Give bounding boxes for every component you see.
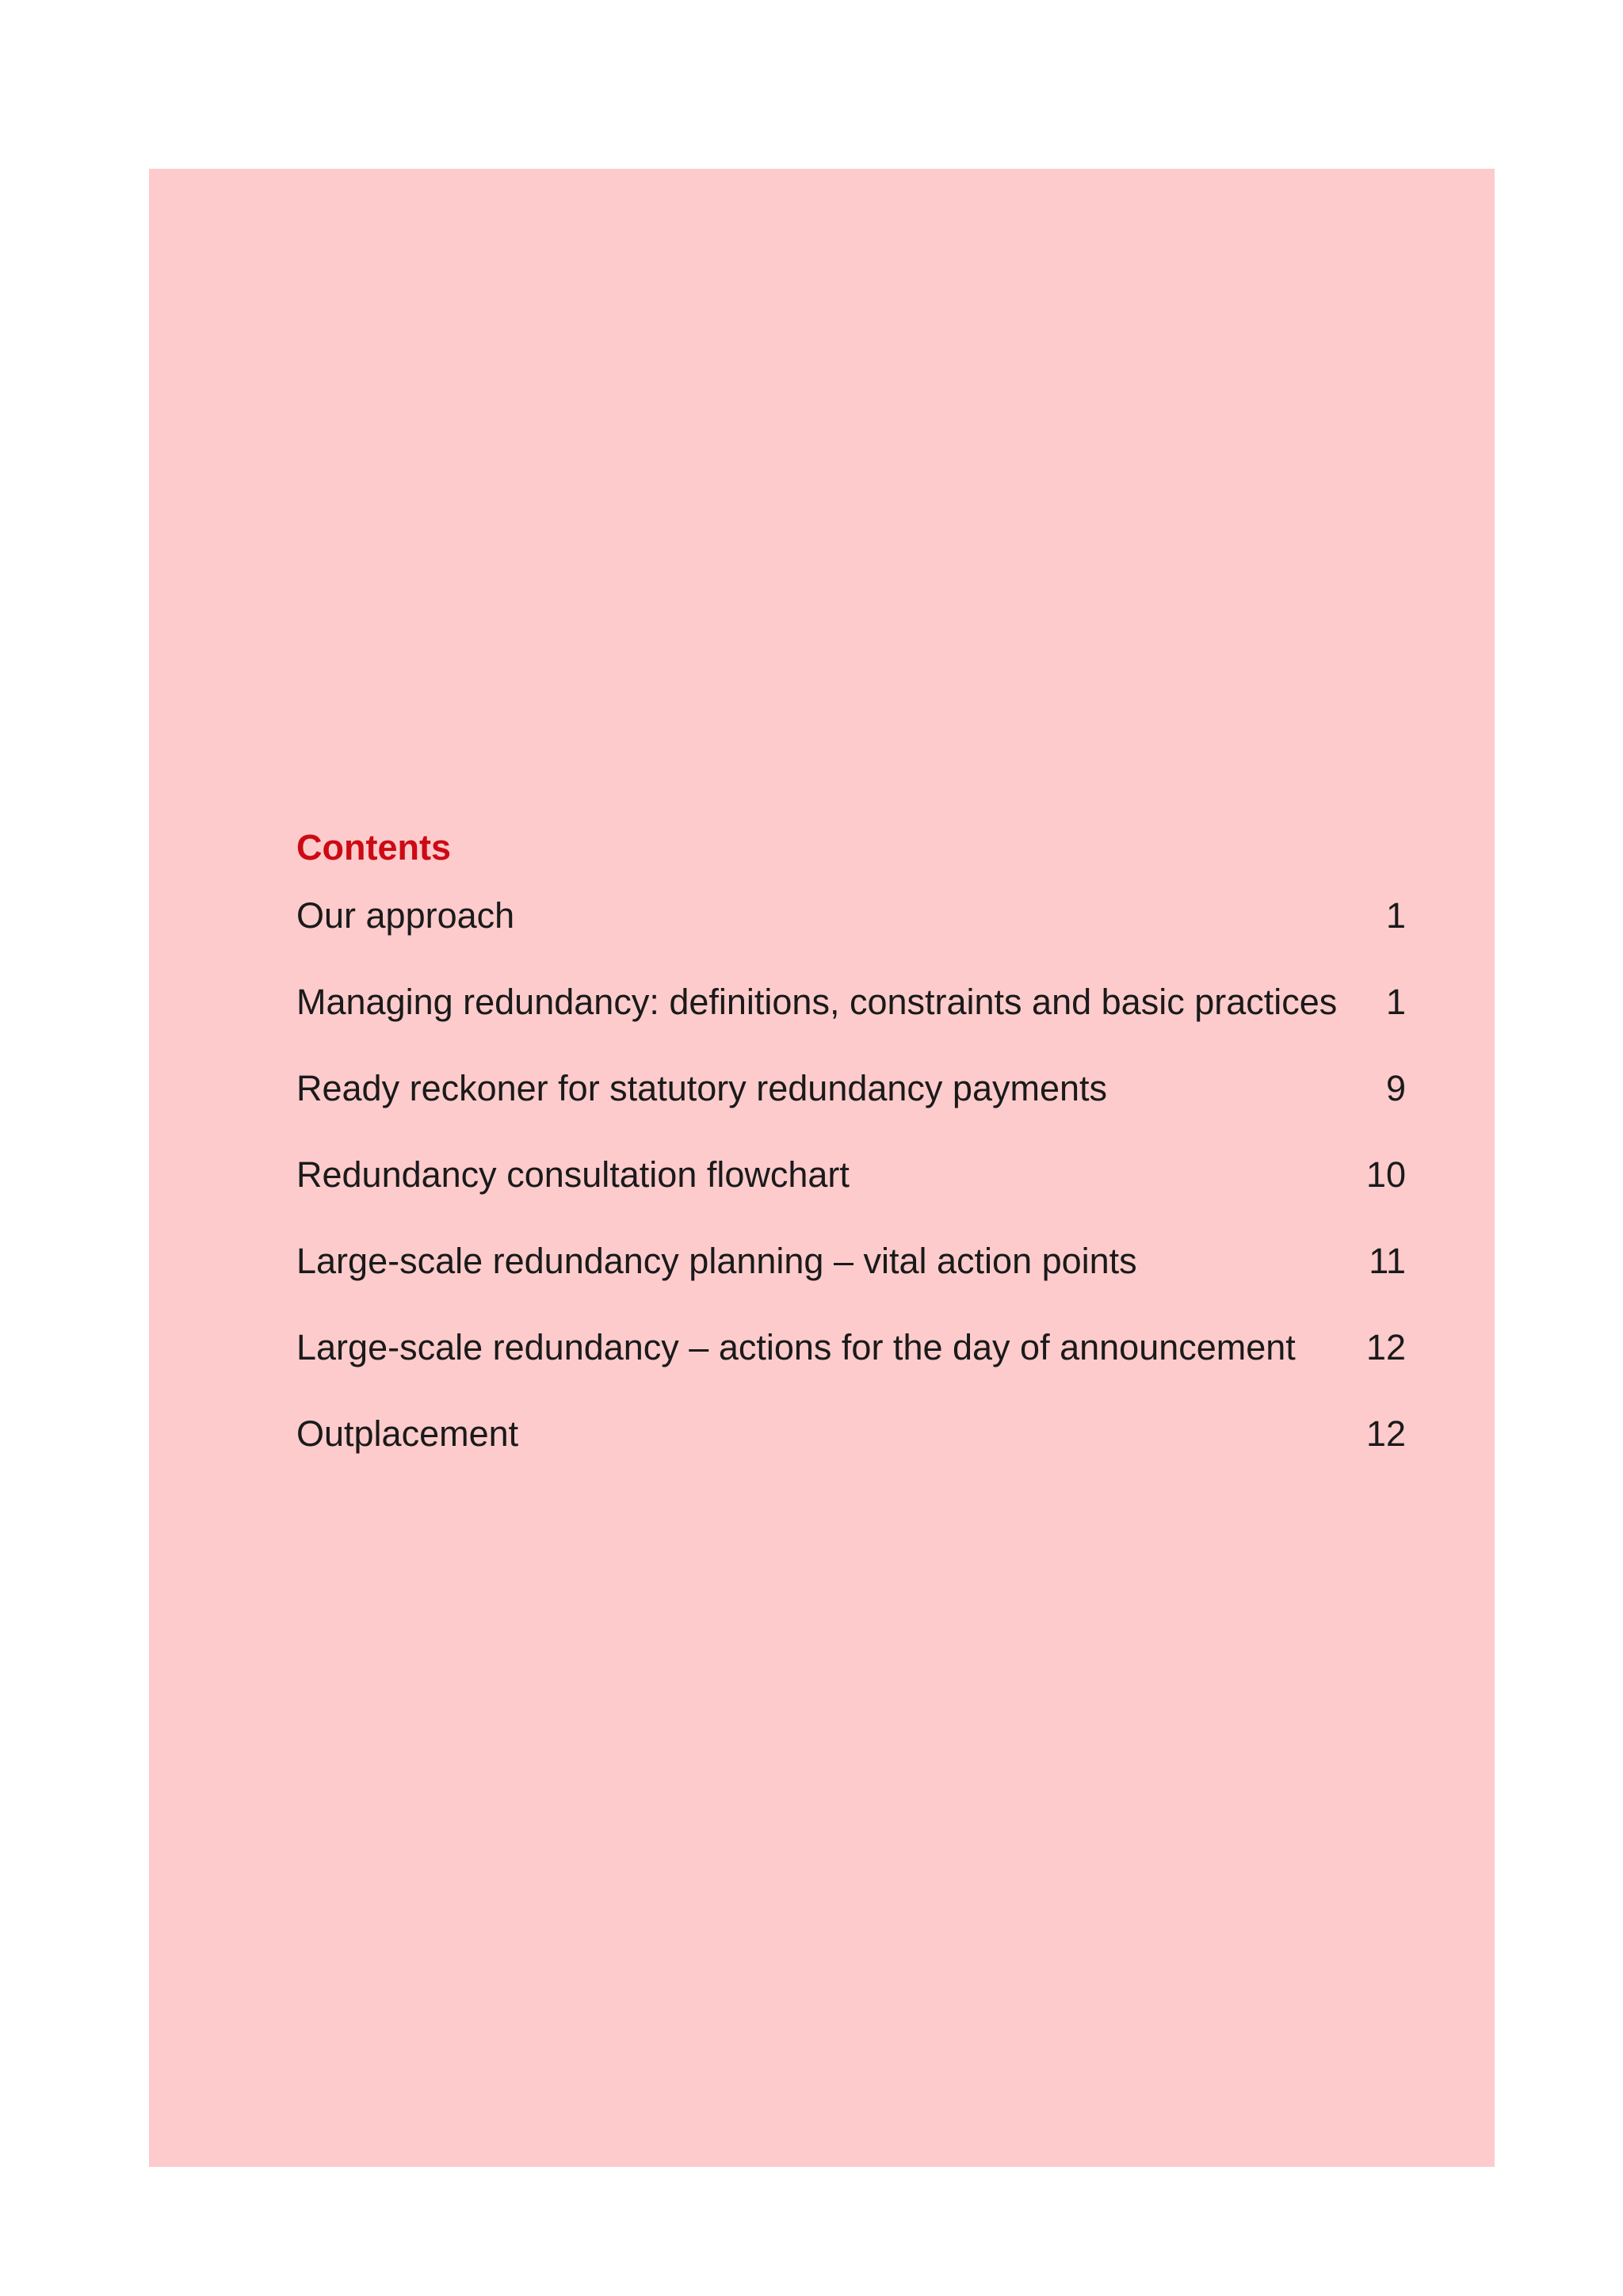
contents-heading: Contents xyxy=(296,827,451,868)
toc-entry-consultation-flowchart[interactable] xyxy=(296,1151,1406,1238)
toc-entry-label: Large-scale redundancy – actions for the day of announcement xyxy=(296,1327,1296,1367)
toc-entry-label: Our approach xyxy=(296,895,515,936)
toc-list xyxy=(296,892,1406,1497)
toc-entry-label: Managing redundancy: definitions, constraints and basic practices xyxy=(296,982,1338,1022)
toc-entry-page-number: 12 xyxy=(1365,1413,1406,1454)
toc-entry-managing-redundancy[interactable] xyxy=(296,978,1406,1065)
toc-entry-label: Ready reckoner for statutory redundancy payments xyxy=(296,1068,1108,1108)
toc-entry-label: Outplacement xyxy=(296,1413,519,1454)
toc-entry-page-number: 10 xyxy=(1365,1154,1406,1195)
toc-entry-page-number: 12 xyxy=(1365,1327,1406,1367)
toc-entry-label: Large-scale redundancy planning – vital action points xyxy=(296,1241,1137,1281)
toc-entry-our-approach[interactable] xyxy=(296,892,1406,978)
toc-entry-page-number: 1 xyxy=(1385,982,1406,1022)
toc-entry-page-number: 11 xyxy=(1369,1241,1406,1281)
toc-entry-ready-reckoner[interactable] xyxy=(296,1065,1406,1151)
toc-entry-large-scale-announcement[interactable] xyxy=(296,1324,1406,1410)
toc-entry-large-scale-planning[interactable] xyxy=(296,1238,1406,1324)
toc-entry-page-number: 9 xyxy=(1385,1068,1406,1108)
toc-entry-page-number: 1 xyxy=(1385,895,1406,936)
table-of-contents xyxy=(296,824,1406,1497)
toc-entry-label: Redundancy consultation flowchart xyxy=(296,1154,850,1195)
toc-entry-outplacement[interactable] xyxy=(296,1410,1406,1497)
